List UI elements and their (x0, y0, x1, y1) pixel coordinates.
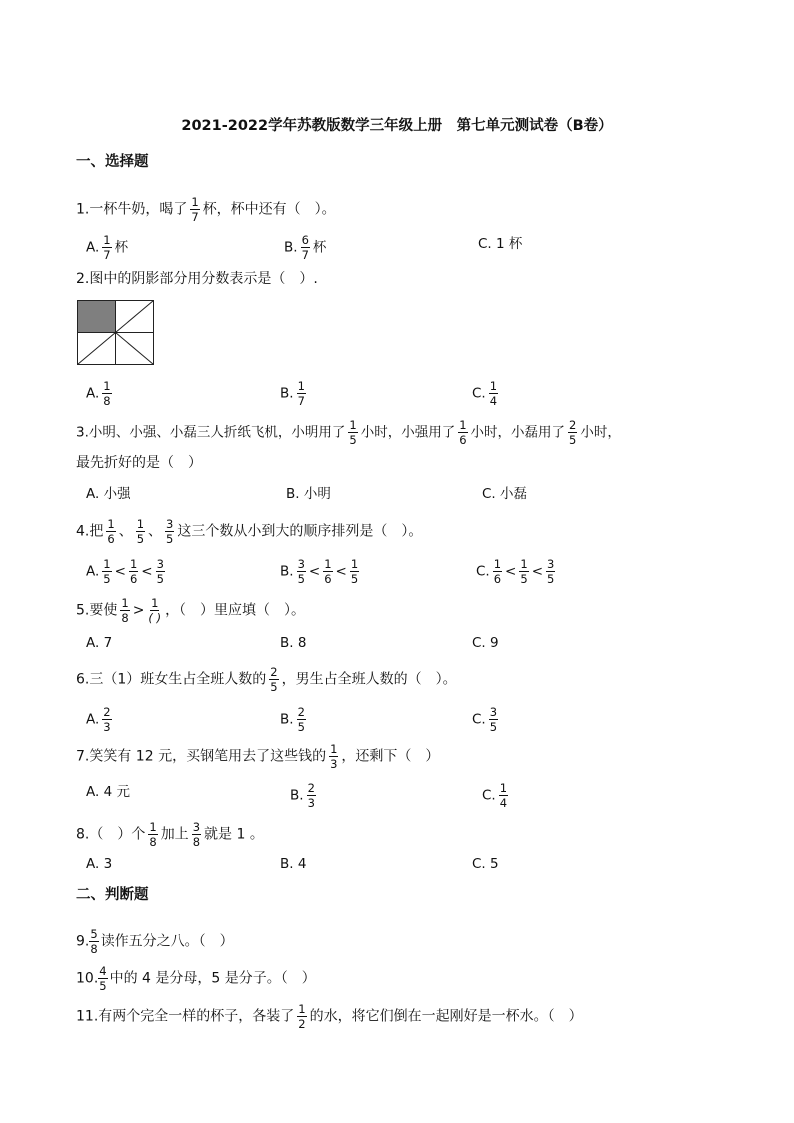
q6-option-a[interactable]: A. $\frac{2}{3}$ (86, 705, 111, 734)
question-text: 1.一杯牛奶，喝了 (76, 201, 188, 218)
q8-option-c[interactable]: C. 5 (472, 856, 499, 872)
question-6: 6.三（1）班女生占全班人数的 $\frac{2}{5}$ ，男生占全班人数的（ ）。 (76, 665, 457, 694)
q4-option-a[interactable]: A. $\frac{1}{5}$ < $\frac{1}{6}$ < $\frac{3}{5}$ (86, 557, 164, 586)
fraction: $\frac{2}{5}$ (569, 418, 577, 447)
q4-option-b[interactable]: B. $\frac{3}{5}$ < $\frac{1}{6}$ < $\frac{1}{5}$ (280, 557, 359, 586)
q5-option-a[interactable]: A. 7 (86, 635, 113, 651)
q7-option-c[interactable]: C. $\frac{1}{4}$ (482, 781, 508, 810)
question-2: 2.图中的阴影部分用分数表示是（ ）. (76, 271, 318, 287)
q2-option-b[interactable]: B. $\frac{1}{7}$ (280, 379, 305, 408)
fraction: $\frac{5}{8}$ (90, 927, 98, 956)
q7-option-b[interactable]: B. $\frac{2}{3}$ (290, 781, 315, 810)
fraction: $\frac{1}{8}$ (121, 596, 129, 625)
fraction: $\frac{1}{4}$ (489, 379, 498, 408)
q1-option-b[interactable]: B. $\frac{6}{7}$ 杯 (284, 233, 327, 262)
question-8: 8.（ ）个 $\frac{1}{8}$ 加上 $\frac{3}{8}$ 就是 1 。 (76, 820, 264, 849)
fraction: $\frac{1}{2}$ (298, 1002, 306, 1031)
q4-option-c[interactable]: C. $\frac{1}{6}$ < $\frac{1}{5}$ < $\frac{3}{5}$ (476, 557, 555, 586)
page-title: 2021-2022学年苏教版数学三年级上册 第七单元测试卷（B卷） (181, 118, 613, 134)
fraction: $\frac{1}{7}$ (103, 233, 111, 262)
q8-option-a[interactable]: A. 3 (86, 856, 113, 872)
fraction: $\frac{1}{8}$ (103, 379, 111, 408)
question-3: 3.小明、小强、小磊三人折纸飞机，小明用了 $\frac{1}{5}$ 小时，小强用了 $\frac{1}{6}$ 小时，小磊用了 $\frac{2}{5}$ 小时， (76, 418, 621, 447)
q5-option-b[interactable]: B. 8 (280, 635, 307, 651)
fraction: $\frac{3}{5}$ (166, 517, 174, 546)
q3-option-b[interactable]: B. 小明 (286, 486, 331, 502)
fraction: $\frac{1}{5}$ (136, 517, 145, 546)
question-3-line-2: 最先折好的是（ ） (76, 455, 202, 471)
fraction: $\frac{3}{8}$ (192, 820, 201, 849)
q8-option-b[interactable]: B. 4 (280, 856, 307, 872)
fraction: $\frac{1}{6}$ (107, 517, 115, 546)
fraction: $\frac{2}{5}$ (270, 665, 278, 694)
shaded-square-figure (77, 300, 155, 366)
question-9: 9. $\frac{5}{8}$ 读作五分之八。（ ） (76, 927, 234, 956)
fraction-with-blank: 1 ( ) (148, 596, 162, 625)
q2-option-c[interactable]: C. $\frac{1}{4}$ (472, 379, 498, 408)
q3-option-a[interactable]: A. 小强 (86, 486, 131, 502)
section-heading-judge: 二、判断题 (76, 887, 149, 903)
q1-option-c[interactable]: C. 1 杯 (478, 236, 523, 252)
shaded-region (78, 301, 116, 333)
fraction: $\frac{4}{5}$ (99, 964, 107, 993)
fraction: $\frac{1}{7}$ (191, 195, 199, 224)
fraction: $\frac{1}{6}$ (459, 418, 467, 447)
question-5: 5.要使 $\frac{1}{8}$ > 1 ( ) ，（ ）里应填（ ）。 (76, 596, 306, 625)
question-7: 7.笑笑有 12 元，买钢笔用去了这些钱的 $\frac{1}{3}$ ，还剩下（ ） (76, 742, 440, 771)
q5-option-c[interactable]: C. 9 (472, 635, 499, 651)
fraction: $\frac{1}{8}$ (149, 820, 157, 849)
q7-option-a[interactable]: A. 4 元 (86, 784, 130, 800)
fraction: $\frac{1}{3}$ (330, 742, 338, 771)
question-11: 11.有两个完全一样的杯子，各装了 $\frac{1}{2}$ 的水，将它们倒在一起刚好是一杯水。（ ） (76, 1002, 583, 1031)
q1-option-a[interactable]: A. $\frac{1}{7}$ 杯 (86, 233, 129, 262)
fraction: $\frac{6}{7}$ (301, 233, 309, 262)
question-10: 10. $\frac{4}{5}$ 中的 4 是分母，5 是分子。（ ） (76, 964, 316, 993)
fraction: $\frac{1}{5}$ (349, 418, 357, 447)
question-text: 杯，杯中还有（ ）。 (202, 201, 336, 218)
question-1 (76, 196, 336, 223)
question-4: 4.把 $\frac{1}{6}$ 、 $\frac{1}{5}$ 、 $\frac{3}{5}$ 这三个数从小到大的顺序排列是（ ）。 (76, 517, 423, 546)
q6-option-c[interactable]: C. $\frac{3}{5}$ (472, 705, 498, 734)
section-heading-choice: 一、选择题 (76, 154, 149, 170)
q6-option-b[interactable]: B. $\frac{2}{5}$ (280, 705, 305, 734)
q2-option-a[interactable]: A. $\frac{1}{8}$ (86, 379, 111, 408)
fraction: $\frac{1}{7}$ (297, 379, 305, 408)
q3-option-c[interactable]: C. 小磊 (482, 486, 528, 502)
